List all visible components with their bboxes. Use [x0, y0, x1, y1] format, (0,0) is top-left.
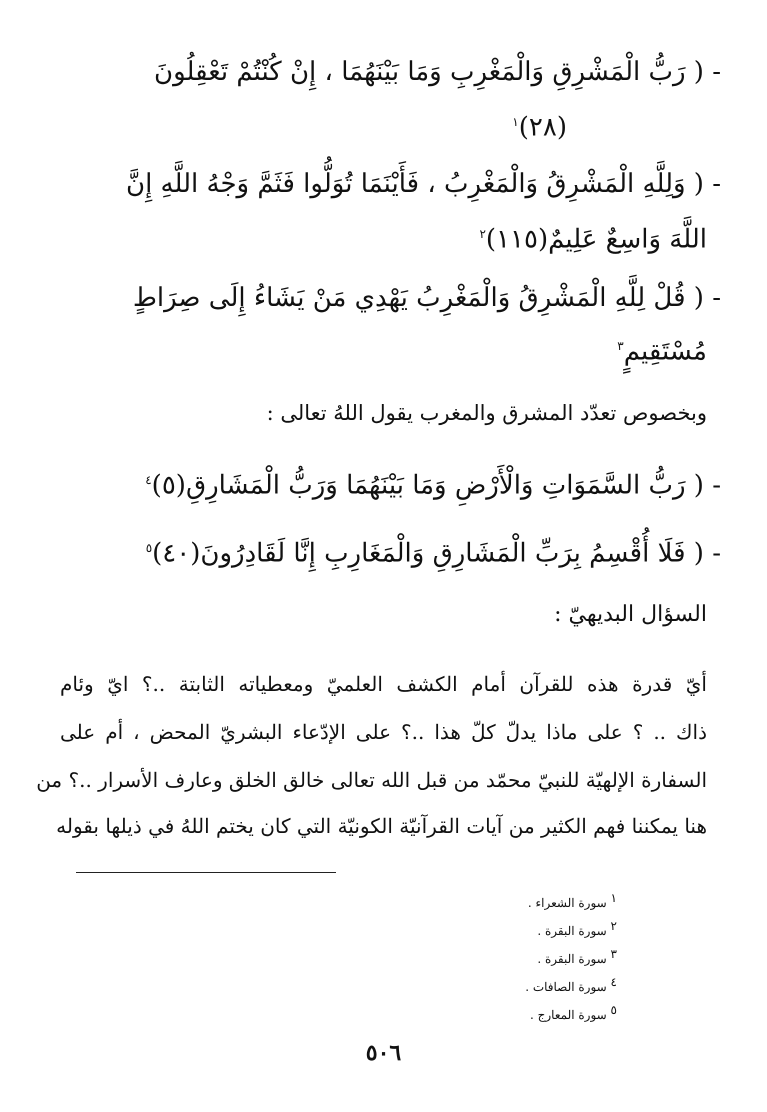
- paragraph-line-3: السفارة الإلهيّة للنبيّ محمّد من قبل الله تعالى خالق الخلق وعارف الأسرار ..؟ من: [36, 768, 707, 792]
- question-heading: [554, 598, 707, 632]
- question-heading-text: السؤال البديهيّ :: [554, 602, 707, 627]
- verse-3-line-1: [133, 278, 721, 318]
- footnote-5-text: سورة المعارج .: [530, 1008, 607, 1022]
- footnote-marker-5[interactable]: ٥: [145, 541, 153, 555]
- verse-1-ref: (٢٨): [518, 112, 567, 143]
- footnote-marker-1[interactable]: ١: [512, 115, 519, 129]
- footnote-3: [537, 942, 617, 971]
- footnote-3-text: سورة البقرة .: [537, 952, 607, 966]
- footnote-marker-4[interactable]: ٤: [145, 473, 152, 487]
- verse-4: [145, 460, 721, 506]
- footnote-3-num: ٣: [610, 947, 617, 961]
- paragraph-line-4: هنا يمكننا فهم الكثير من آيات القرآنيّة الكونيّة التي كان يختم اللهُ في ذيلها بقوله: [56, 814, 707, 838]
- footnote-2-num: ٢: [610, 919, 617, 933]
- verse-1-line-2: [512, 102, 567, 148]
- verse-2-line-2: [479, 214, 707, 260]
- verse-3-text: - ( قُلْ لِلَّهِ الْمَشْرِقُ وَالْمَغْرِبُ يَهْدِي مَنْ يَشَاءُ إِلَى صِرَاطٍ: [132, 283, 721, 313]
- footnote-4-num: ٤: [610, 975, 617, 989]
- verse-2-text: - ( وَلِلَّهِ الْمَشْرِقُ وَالْمَغْرِبُ ، فَأَيْنَمَا تُوَلُّوا فَثَمَّ وَجْهُ اللَّهِ إِنَّ: [125, 169, 721, 199]
- footnote-5: [530, 998, 617, 1027]
- footnote-marker-2[interactable]: ٢: [479, 227, 486, 241]
- footnote-1-text: سورة الشعراء .: [527, 896, 607, 910]
- page-number: ٥٠٦: [365, 1040, 402, 1066]
- verse-2-line-1: [126, 164, 721, 204]
- paragraph-line-2: ذاك .. ؟ على ماذا يدلّ كلّ هذا ..؟ على الإدّعاء البشريّ المحض ، أم على: [60, 720, 707, 744]
- verse-5-text: - ( فَلَا أُقْسِمُ بِرَبِّ الْمَشَارِقِ وَالْمَغَارِبِ إِنَّا لَقَادِرُونَ(٤٠): [152, 538, 721, 569]
- verse-3-ref: مُسْتَقِيمٍ: [623, 336, 707, 367]
- footnote-marker-3[interactable]: ٣: [617, 339, 624, 353]
- footnote-4: [525, 970, 617, 999]
- verse-5: [146, 528, 721, 574]
- verse-4-text: - ( رَبُّ السَّمَوَاتِ وَالْأَرْضِ وَمَا بَيْنَهُمَا وَرَبُّ الْمَشَارِقِ(٥): [151, 470, 721, 501]
- footnote-separator: [76, 872, 336, 873]
- footnote-4-text: سورة الصافات .: [525, 980, 607, 994]
- verse-3-line-2: [617, 326, 707, 372]
- footnote-1: [528, 886, 617, 915]
- footnote-2-text: سورة البقرة .: [537, 924, 607, 938]
- intro-text: وبخصوص تعدّد المشرق والمغرب يقول اللهُ تعالى :: [266, 401, 707, 425]
- footnote-2: [537, 914, 617, 943]
- verse-2-ref: اللَّهَ وَاسِعٌ عَلِيمٌ(١١٥): [485, 224, 707, 255]
- intro-line: [267, 396, 707, 430]
- verse-1-line-1: [154, 52, 721, 92]
- paragraph-line-1: أيّ قدرة هذه للقرآن أمام الكشف العلميّ ومعطياته الثابتة ..؟ ايّ وئام: [60, 672, 707, 696]
- footnote-1-num: ١: [610, 891, 617, 905]
- verse-1-text: - ( رَبُّ الْمَشْرِقِ وَالْمَغْرِبِ وَمَا بَيْنَهُمَا ، إِنْ كُنْتُمْ تَعْقِلُونَ: [153, 57, 721, 87]
- footnote-5-num: ٥: [610, 1003, 617, 1017]
